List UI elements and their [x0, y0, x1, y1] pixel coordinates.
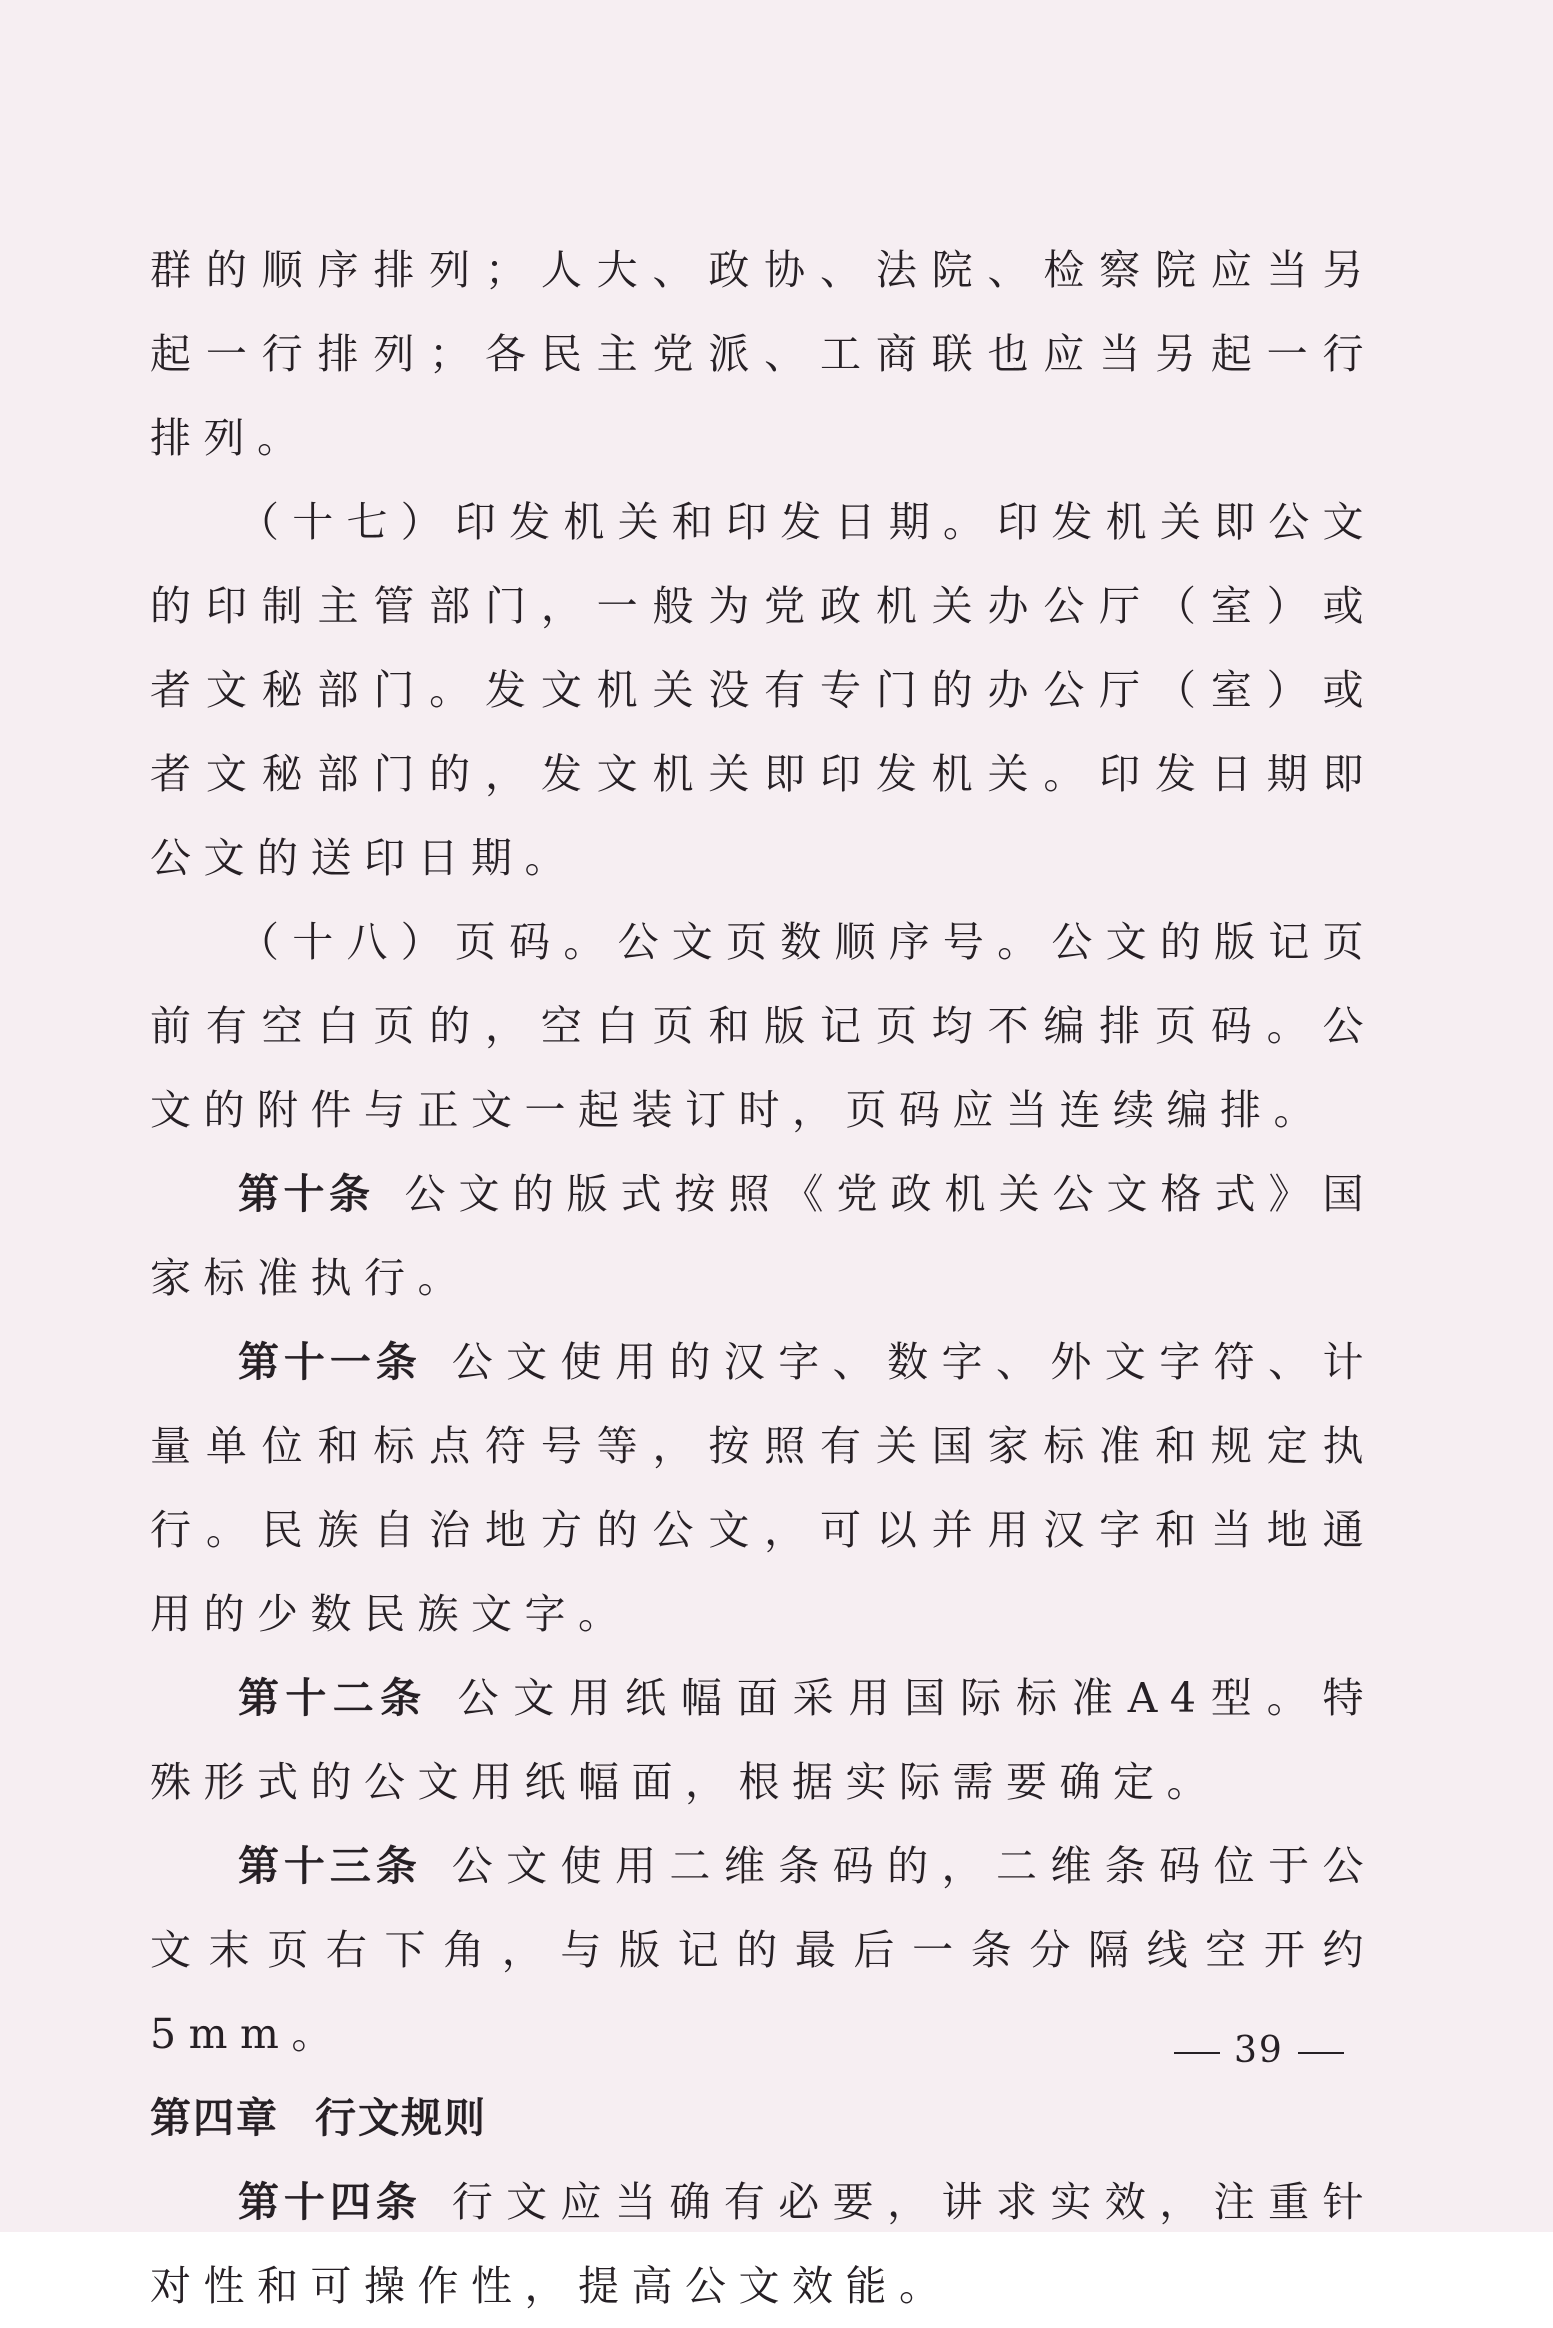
paragraph-item-17: （十七）印发机关和印发日期。印发机关即公文的印制主管部门，一般为党政机关办公厅（室）或者文秘部门。发文机关没有专门的办公厅（室）或者文秘部门的，发文机关即印发机关。印发日期即公文的送印日期。: [150, 498, 1376, 882]
chapter-number: 第四章: [150, 2094, 279, 2142]
article-14: [150, 2160, 1376, 2328]
chapter-heading: [150, 2076, 1376, 2160]
chapter-title: 行文规则: [315, 2094, 487, 2142]
article-number: 第十三条: [238, 1842, 422, 1890]
page-number-value: 39: [1234, 2030, 1284, 2071]
article-text: 公文使用二维条码的，二维条码位于公文末页右下角，与版记的最后一条分隔线空开约5mm。: [150, 1842, 1377, 2058]
article-text: 行文应当确有必要，讲求实效，注重针对性和可操作性，提高公文效能。: [150, 2178, 1377, 2310]
article-11: [150, 1320, 1376, 1656]
page-number-dash-left: [1174, 2052, 1220, 2054]
article-number: 第十一条: [238, 1338, 422, 1386]
article-number: 第十条: [238, 1170, 375, 1218]
article-number: 第十四条: [238, 2178, 422, 2226]
article-text: 公文用纸幅面采用国际标准A4型。特殊形式的公文用纸幅面，根据实际需要确定。: [150, 1674, 1376, 1806]
page-number: [1160, 2030, 1358, 2071]
paragraph-item-18: （十八）页码。公文页数顺序号。公文的版记页前有空白页的，空白页和版记页均不编排页码。公文的附件与正文一起装订时，页码应当连续编排。: [150, 918, 1376, 1134]
document-body: [150, 228, 1376, 2328]
page-number-dash-right: [1298, 2052, 1344, 2054]
article-10: [150, 1152, 1376, 1320]
article-12: [150, 1656, 1376, 1824]
article-text: 公文使用的汉字、数字、外文字符、计量单位和标点符号等，按照有关国家标准和规定执行。民族自治地方的公文，可以并用汉字和当地通用的少数民族文字。: [150, 1338, 1377, 1638]
article-number: 第十二条: [238, 1674, 428, 1722]
article-text: 公文的版式按照《党政机关公文格式》国家标准执行。: [150, 1170, 1376, 1302]
paragraph-continuation: 群的顺序排列；人大、政协、法院、检察院应当另起一行排列；各民主党派、工商联也应当另起一行排列。: [150, 246, 1376, 462]
